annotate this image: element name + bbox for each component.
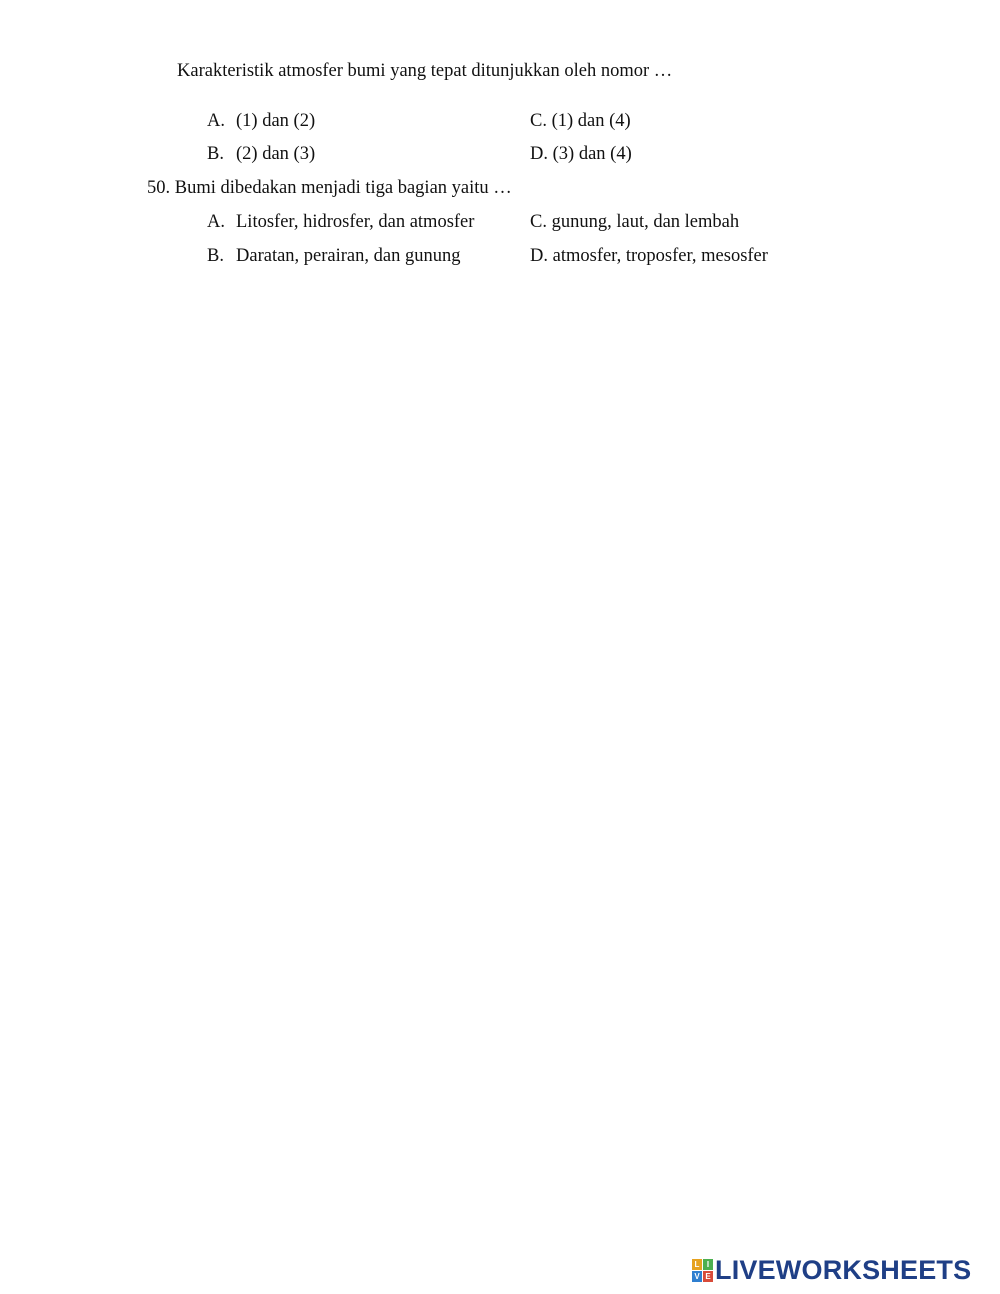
question-50-option-a[interactable]: [207, 211, 474, 233]
option-letter: B.: [207, 246, 224, 266]
question-49-option-c[interactable]: [530, 110, 631, 132]
option-text: gunung, laut, dan lembah: [551, 212, 740, 232]
option-letter: D.: [530, 246, 548, 266]
option-text: (3) dan (4): [552, 144, 632, 164]
option-letter: A.: [207, 212, 225, 232]
logo-mark-cell: I: [703, 1259, 713, 1270]
question-49-stem: Karakteristik atmosfer bumi yang tepat ditunjukkan oleh nomor …: [177, 61, 673, 81]
logo-mark-cell: E: [703, 1271, 713, 1282]
liveworksheets-logo: [692, 1255, 971, 1285]
logo-mark-cell: L: [692, 1259, 702, 1270]
question-49-option-d[interactable]: [530, 143, 632, 165]
question-50-stem: 50. Bumi dibedakan menjadi tiga bagian yaitu …: [147, 178, 512, 198]
question-50-option-d[interactable]: [530, 245, 768, 267]
option-letter: D.: [530, 144, 548, 164]
option-letter: C.: [530, 212, 547, 232]
option-text: (2) dan (3): [236, 144, 316, 164]
option-letter: A.: [207, 111, 225, 131]
option-text: atmosfer, troposfer, mesosfer: [552, 246, 768, 266]
question-49-option-b[interactable]: [207, 143, 315, 165]
option-text: (1) dan (2): [236, 111, 316, 131]
logo-mark-cell: V: [692, 1271, 702, 1282]
option-text: Daratan, perairan, dan gunung: [236, 246, 461, 266]
question-49-option-a[interactable]: [207, 110, 315, 132]
option-letter: B.: [207, 144, 224, 164]
option-text: (1) dan (4): [551, 111, 631, 131]
option-text: Litosfer, hidrosfer, dan atmosfer: [236, 212, 475, 232]
liveworksheets-mark-icon: [692, 1259, 712, 1281]
option-letter: C.: [530, 111, 547, 131]
logo-wordmark: LIVEWORKSHEETS: [715, 1255, 972, 1285]
question-50-option-c[interactable]: [530, 211, 739, 233]
question-50-option-b[interactable]: [207, 245, 460, 267]
